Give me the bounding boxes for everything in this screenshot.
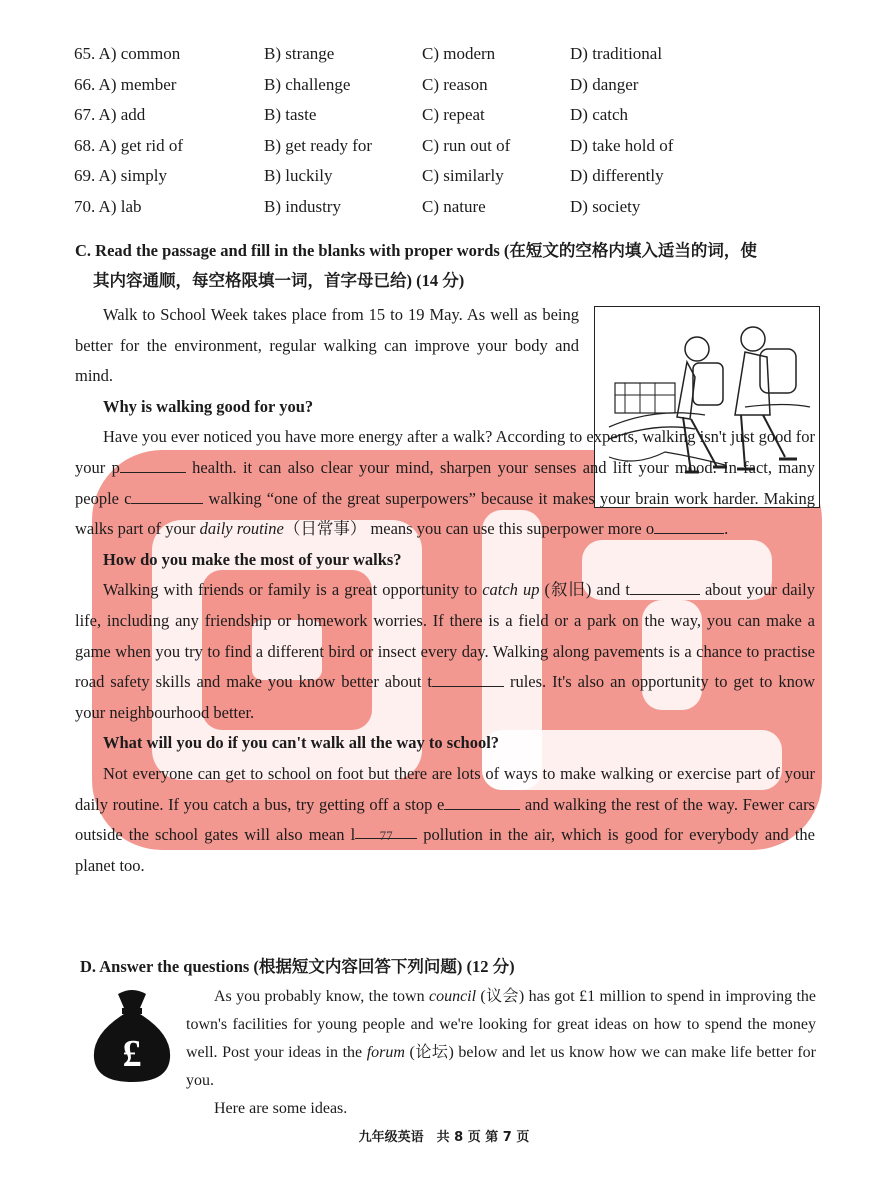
passage-paragraph: Not everyone can get to school on foot but there are lots of ways to make walking or exercise part of your daily routine. If you catch a bus, try getting off a stop e and walking the rest of the way. Fewer cars outside the school gates will also mean l 77 pollution in the air, which is good for everybody and the planet too.: [75, 763, 816, 875]
svg-text:£: £: [122, 1033, 142, 1075]
money-bag-icon: [88, 986, 176, 1084]
mcq-row: 69. A) simply B) luckily C) similarly D) differently: [74, 166, 664, 185]
mcq-row: 68. A) get rid of B) get ready for C) run out of D) take hold of: [74, 135, 674, 155]
mcq-row: 65. A) common B) strange C) modern D) traditional: [74, 44, 663, 63]
blank-71[interactable]: p: [112, 458, 186, 477]
passage-paragraph: Walking with friends or family is a great opportunity to catch up (叙旧) and t about your daily life, including any friendship or homework worries. If there is a field or a park on the way, you can make a game when you try to find a different bird or insect every day. Walking along pavements is a chance to practise road safety skills and make you know better about t rules. It's also an opportunity to get to know your neighbourhood better.: [75, 575, 815, 728]
blank-76[interactable]: e: [437, 795, 520, 814]
blank-72[interactable]: c: [124, 489, 203, 508]
section-d-heading: D. Answer the questions (根据短文内容回答下列问题) (12 分): [80, 957, 515, 976]
page-footer: 九年级英语 共 8 页 第 7 页: [358, 1130, 530, 1145]
passage-paragraph: Here are some ideas.: [214, 1100, 348, 1117]
section-c-passage: [75, 300, 815, 881]
mcq-row: 70. A) lab B) industry C) nature D) society: [74, 196, 641, 216]
mcq-options: [74, 42, 794, 225]
passage-paragraph: Walk to School Week takes place from 15 to 19 May. As well as being better for the environment, regular walking can improve your body and mind.: [75, 305, 579, 386]
mcq-row: 66. A) member B) challenge C) reason D) danger: [74, 74, 639, 94]
passage-subheading: How do you make the most of your walks?: [103, 549, 402, 569]
passage-paragraph: As you probably know, the town council (议会) has got £1 million to spend in improving the town's facilities for young people and we're looking for great ideas on how to spend the money well. Post your ideas in the forum (论坛) below and let us know how we can make life better for you.: [186, 988, 817, 1089]
blank-74[interactable]: t: [625, 580, 700, 599]
section-c-heading: C. Read the passage and fill in the blanks with proper words (在短文的空格内填入适当的词，使 其内容通顺，每空格限填一词，首字母已给) (14 分): [75, 241, 757, 290]
blank-75[interactable]: t: [427, 672, 504, 691]
passage-subheading: Why is walking good for you?: [103, 396, 314, 416]
passage-paragraph: Have you ever noticed you have more energy after a walk? According to experts, walking isn't just good for your p health. it can also clear your mind, sharpen your senses and lift your mood. In fact, many people c walking “one of the great superpowers” because it makes your brain work harder. Making walks part of your daily routine（日常事） means you can use this superpower more o .: [75, 427, 816, 539]
section-d-passage: [186, 983, 816, 1123]
blank-77[interactable]: l 77: [351, 825, 418, 844]
mcq-row: 67. A) add B) taste C) repeat D) catch: [74, 105, 629, 124]
passage-subheading: What will you do if you can't walk all the way to school?: [103, 733, 500, 753]
blank-73[interactable]: o: [646, 519, 724, 538]
